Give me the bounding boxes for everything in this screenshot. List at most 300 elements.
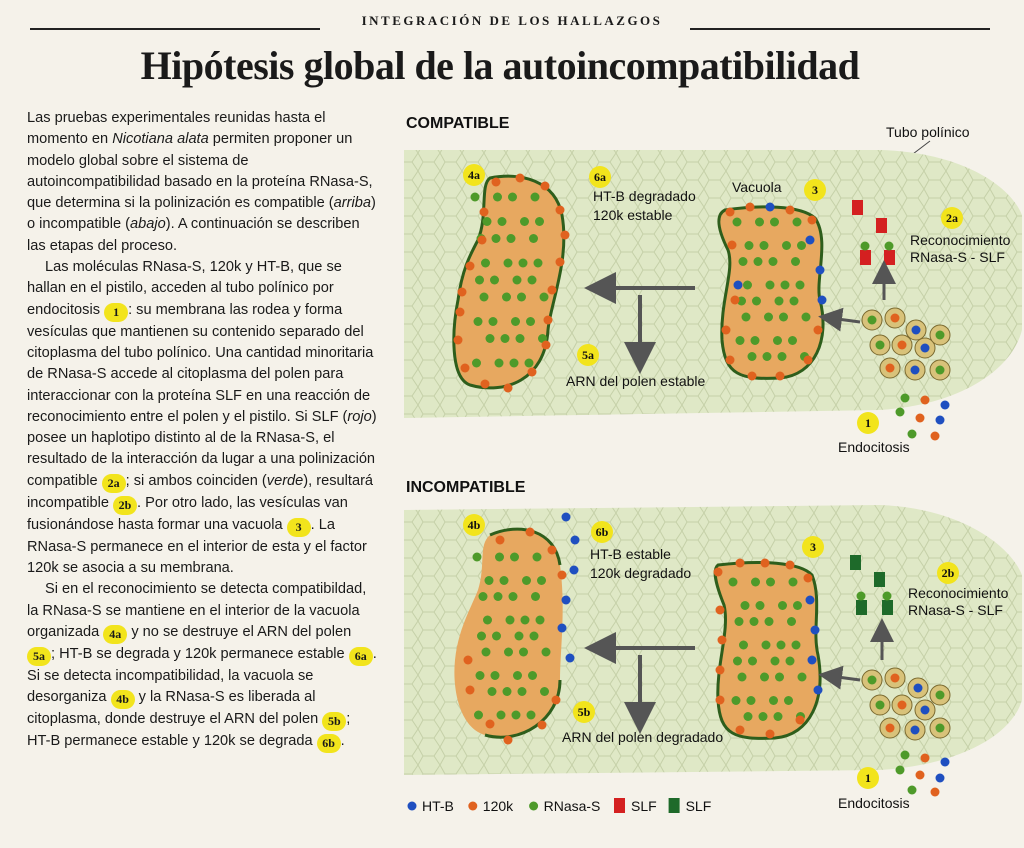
free-molecule — [916, 771, 925, 780]
vesicle-content — [914, 684, 923, 693]
label-6b-line1: HT-B estable — [590, 546, 671, 562]
marker-dot — [806, 596, 815, 605]
rnasa-dot — [476, 671, 485, 680]
free-molecule — [931, 788, 940, 797]
marker-dot — [504, 736, 513, 745]
marker-dot — [461, 364, 470, 373]
rnasa-dot — [786, 657, 795, 666]
compatible-heading: COMPATIBLE — [406, 115, 510, 132]
rnasa-dot — [763, 352, 772, 361]
svg-text:6a: 6a — [594, 170, 606, 184]
marker-dot — [516, 174, 525, 183]
rnasa-dot — [472, 359, 481, 368]
rnasa-dot — [506, 616, 515, 625]
free-molecule — [931, 432, 940, 441]
rnasa-dot — [519, 259, 528, 268]
badge-2b — [937, 562, 959, 584]
badge-3b — [802, 536, 824, 558]
step-badge: 4a — [103, 625, 127, 644]
marker-dot — [806, 236, 815, 245]
rnasa-dot — [522, 576, 531, 585]
rnasa-dot — [774, 712, 783, 721]
label-vacuola: Vacuola — [732, 179, 782, 195]
rnasa-dot — [754, 257, 763, 266]
vesicle-content — [911, 366, 920, 375]
rnasa-dot — [735, 617, 744, 626]
rnasa-dot — [765, 617, 774, 626]
vesicle-content — [898, 701, 907, 710]
marker-dot — [766, 203, 775, 212]
marker-dot — [722, 326, 731, 335]
marker-dot — [496, 536, 505, 545]
rnasa-dot — [525, 359, 534, 368]
marker-dot — [814, 686, 823, 695]
free-molecule — [896, 408, 905, 417]
badge-5a — [577, 344, 599, 366]
label-2b-line2: RNasa-S - SLF — [908, 602, 1003, 618]
marker-dot — [561, 231, 570, 240]
rnasa-dot — [729, 578, 738, 587]
marker-dot — [466, 262, 475, 271]
label-2a-line2: RNasa-S - SLF — [910, 249, 1005, 265]
marker-dot — [748, 372, 757, 381]
rnasa-dot — [497, 711, 506, 720]
rnasa-dot — [743, 281, 752, 290]
label-2a-line1: Reconocimiento — [910, 232, 1011, 248]
rnasa-dot — [521, 616, 530, 625]
free-molecule — [908, 786, 917, 795]
vesicle-content — [876, 701, 885, 710]
rnasa-dot — [760, 241, 769, 250]
rnasa-dot — [504, 648, 513, 657]
label-5b: ARN del polen degradado — [562, 729, 724, 745]
marker-dot — [528, 368, 537, 377]
rnasa-dot — [751, 336, 760, 345]
rnasa-dot — [492, 632, 501, 641]
rnasa-dot — [733, 218, 742, 227]
vesicle-content — [886, 724, 895, 733]
rnasa-bound — [883, 592, 892, 601]
marker-dot — [776, 372, 785, 381]
rnasa-dot — [792, 641, 801, 650]
rnasa-dot — [745, 241, 754, 250]
rnasa-dot — [769, 257, 778, 266]
rnasa-dot — [773, 336, 782, 345]
vesicle-content — [891, 674, 900, 683]
marker-dot — [716, 666, 725, 675]
marker-dot — [538, 721, 547, 730]
rnasa-dot — [474, 711, 483, 720]
slf-red-icon — [884, 250, 895, 265]
marker-dot — [571, 536, 580, 545]
rnasa-dot — [498, 217, 507, 226]
step-badge: 2a — [102, 474, 126, 493]
rnasa-dot — [474, 317, 483, 326]
marker-dot — [731, 296, 740, 305]
badge-6b — [591, 521, 613, 543]
rnasa-dot — [483, 217, 492, 226]
svg-text:1: 1 — [865, 771, 871, 785]
legend-label: SLF — [685, 798, 712, 814]
step-badge: 6a — [349, 647, 373, 666]
svg-text:3: 3 — [810, 540, 816, 554]
rnasa-dot — [793, 218, 802, 227]
marker-dot — [456, 308, 465, 317]
step-badge: 5b — [322, 712, 346, 731]
vacuole-3-compatible — [719, 207, 823, 378]
rnasa-dot — [471, 193, 480, 202]
vesicle-content — [936, 331, 945, 340]
rnasa-dot — [479, 592, 488, 601]
marker-dot — [811, 626, 820, 635]
vesicle-content — [868, 676, 877, 685]
rnasa-dot — [481, 259, 490, 268]
vesicle-content — [936, 724, 945, 733]
marker-dot — [466, 686, 475, 695]
marker-dot — [454, 336, 463, 345]
rnasa-dot — [528, 276, 537, 285]
rnasa-dot — [732, 696, 741, 705]
marker-dot — [718, 636, 727, 645]
rnasa-dot — [529, 234, 538, 243]
vesicle-content — [868, 316, 877, 325]
label-6b-line2: 120k degradado — [590, 565, 692, 581]
rnasa-dot — [537, 576, 546, 585]
rnasa-dot — [517, 293, 526, 302]
rnasa-dot — [495, 359, 504, 368]
rnasa-dot — [741, 601, 750, 610]
marker-dot — [562, 513, 571, 522]
marker-dot — [736, 559, 745, 568]
marker-dot — [558, 624, 567, 633]
rnasa-dot — [751, 578, 760, 587]
legend-swatch-square — [614, 798, 625, 813]
rnasa-dot — [489, 317, 498, 326]
rnasa-dot — [495, 553, 504, 562]
label-2b-line1: Reconocimiento — [908, 585, 1009, 601]
rnasa-dot — [788, 336, 797, 345]
marker-dot — [814, 326, 823, 335]
legend-swatch-dot — [529, 802, 538, 811]
marker-dot — [746, 203, 755, 212]
rnasa-dot — [733, 657, 742, 666]
rnasa-dot — [500, 576, 509, 585]
legend-label: 120k — [482, 798, 514, 814]
marker-dot — [478, 236, 487, 245]
rnasa-dot — [769, 696, 778, 705]
rnasa-dot — [492, 234, 501, 243]
svg-text:5b: 5b — [577, 705, 591, 719]
marker-dot — [726, 356, 735, 365]
rnasa-dot — [511, 317, 520, 326]
rnasa-dot — [759, 712, 768, 721]
rnasa-dot — [526, 317, 535, 326]
marker-dot — [566, 654, 575, 663]
rnasa-dot — [485, 576, 494, 585]
slf-green-icon — [856, 600, 867, 615]
rnasa-dot — [531, 592, 540, 601]
marker-dot — [464, 656, 473, 665]
label-5a: ARN del polen estable — [566, 373, 706, 389]
badge-3a — [804, 179, 826, 201]
rnasa-dot — [494, 592, 503, 601]
rnasa-dot — [782, 241, 791, 250]
section-kicker: INTEGRACIÓN DE LOS HALLAZGOS — [361, 13, 663, 28]
slf-red-icon — [860, 250, 871, 265]
marker-dot — [766, 730, 775, 739]
legend-swatch-square — [669, 798, 680, 813]
page-title: Hipótesis global de la autoincompatibilidad — [140, 43, 860, 88]
marker-dot — [786, 206, 795, 215]
paragraph-process: Las moléculas RNasa-S, 120k y HT-B, que se hallan en el pistilo, acceden al tubo polínico por endocitosis 1 : su membrana las rodea y forma vesículas que mantienen su contenido separado del citoplasma del tubo polínico. Una cantidad minoritaria de RNasa-S accede al citoplasma del polen para interaccionar con la proteína SLF en una reacción de reconocimiento entre el polen y el pistilo. Si SLF (rojo) posee un haplotipo distinto al de la RNasa-S, el resultado de la interacción da lugar a una polinización compatible 2a ; si ambos coinciden (verde), resultará incompatible 2b . Por otro lado, las vesículas van fusionándose hasta formar una vacuola 3 . La RNasa-S permanece en el interior de esta y el factor 120k se asocia a su membrana. — [27, 259, 377, 577]
rnasa-dot — [770, 218, 779, 227]
rnasa-dot — [781, 281, 790, 290]
free-molecule — [901, 394, 910, 403]
marker-dot — [716, 606, 725, 615]
rnasa-dot — [502, 293, 511, 302]
marker-dot — [786, 561, 795, 570]
rnasa-dot — [742, 313, 751, 322]
rnasa-dot — [518, 687, 527, 696]
legend-swatch-dot — [468, 802, 477, 811]
marker-dot — [726, 208, 735, 217]
rnasa-dot — [488, 687, 497, 696]
badge-1a — [857, 412, 879, 434]
rnasa-bound — [857, 592, 866, 601]
rnasa-dot — [748, 352, 757, 361]
badge-4b — [463, 514, 485, 536]
marker-dot — [552, 696, 561, 705]
rnasa-dot — [501, 334, 510, 343]
marker-dot — [542, 341, 551, 350]
step-badge: 3 — [287, 518, 311, 537]
rnasa-dot — [540, 293, 549, 302]
rnasa-dot — [752, 297, 761, 306]
rnasa-dot — [530, 632, 539, 641]
vesicle-content — [921, 706, 930, 715]
marker-dot — [808, 656, 817, 665]
rnasa-dot — [477, 632, 486, 641]
legend-swatch-dot — [408, 802, 417, 811]
rnasa-dot — [491, 671, 500, 680]
rnasa-dot — [744, 712, 753, 721]
marker-dot — [480, 208, 489, 217]
badge-4a — [463, 164, 485, 186]
rnasa-dot — [504, 259, 513, 268]
marker-dot — [736, 726, 745, 735]
rnasa-dot — [513, 671, 522, 680]
marker-dot — [716, 696, 725, 705]
vesicle-content — [876, 341, 885, 350]
rnasa-dot — [748, 657, 757, 666]
slf-red-icon — [876, 218, 887, 233]
rnasa-dot — [762, 641, 771, 650]
svg-text:3: 3 — [812, 183, 818, 197]
slf-green-icon — [850, 555, 861, 570]
vesicle-content — [936, 366, 945, 375]
rnasa-dot — [784, 696, 793, 705]
slf-green-icon — [882, 600, 893, 615]
legend-label: RNasa-S — [543, 798, 601, 814]
badge-2a — [941, 207, 963, 229]
marker-dot — [728, 241, 737, 250]
rnasa-dot — [520, 217, 529, 226]
label-6a-line2: 120k estable — [593, 207, 673, 223]
rnasa-bound — [861, 242, 870, 251]
vesicle-content — [891, 314, 900, 323]
free-molecule — [908, 430, 917, 439]
marker-dot — [761, 559, 770, 568]
free-molecule — [921, 396, 930, 405]
marker-dot — [714, 568, 723, 577]
rnasa-dot — [747, 696, 756, 705]
rnasa-dot — [736, 336, 745, 345]
badge-6a — [589, 166, 611, 188]
rnasa-dot — [528, 671, 537, 680]
rnasa-dot — [540, 687, 549, 696]
rnasa-dot — [516, 334, 525, 343]
free-molecule — [916, 414, 925, 423]
rnasa-bound — [885, 242, 894, 251]
marker-dot — [548, 286, 557, 295]
rnasa-dot — [510, 553, 519, 562]
rnasa-dot — [534, 259, 543, 268]
rnasa-dot — [482, 648, 491, 657]
svg-text:6b: 6b — [595, 525, 609, 539]
label-endocitosis-a: Endocitosis — [838, 439, 910, 455]
rnasa-dot — [486, 334, 495, 343]
free-molecule — [901, 751, 910, 760]
svg-text:1: 1 — [865, 416, 871, 430]
incompatible-heading: INCOMPATIBLE — [406, 479, 526, 496]
rnasa-dot — [766, 578, 775, 587]
rnasa-dot — [531, 193, 540, 202]
rnasa-dot — [775, 673, 784, 682]
rnasa-dot — [508, 193, 517, 202]
rnasa-dot — [789, 578, 798, 587]
step-badge: 5a — [27, 647, 51, 666]
legend — [408, 798, 712, 814]
free-molecule — [936, 416, 945, 425]
rnasa-dot — [739, 641, 748, 650]
rnasa-dot — [490, 276, 499, 285]
rnasa-dot — [798, 673, 807, 682]
marker-dot — [481, 380, 490, 389]
marker-dot — [816, 266, 825, 275]
rnasa-dot — [509, 592, 518, 601]
vesicle-content — [911, 726, 920, 735]
vacuole-3-incompatible — [715, 562, 820, 738]
rnasa-dot — [527, 711, 536, 720]
vesicle-content — [936, 691, 945, 700]
svg-text:5a: 5a — [582, 348, 594, 362]
marker-dot — [544, 316, 553, 325]
rnasa-dot — [483, 616, 492, 625]
free-molecule — [941, 758, 950, 767]
rnasa-dot — [738, 673, 747, 682]
rnasa-dot — [739, 257, 748, 266]
marker-dot — [558, 571, 567, 580]
rnasa-dot — [787, 617, 796, 626]
rnasa-dot — [755, 218, 764, 227]
vesicle-content — [921, 344, 930, 353]
marker-dot — [458, 288, 467, 297]
marker-dot — [808, 216, 817, 225]
svg-text:4b: 4b — [467, 518, 481, 532]
rnasa-dot — [778, 352, 787, 361]
vesicle-content — [898, 341, 907, 350]
marker-dot — [486, 720, 495, 729]
rnasa-dot — [536, 616, 545, 625]
rnasa-dot — [766, 281, 775, 290]
svg-text:2a: 2a — [946, 211, 958, 225]
rnasa-dot — [802, 313, 811, 322]
free-molecule — [936, 774, 945, 783]
rnasa-dot — [791, 257, 800, 266]
marker-dot — [818, 296, 827, 305]
rnasa-dot — [771, 657, 780, 666]
rnasa-dot — [473, 553, 482, 562]
rnasa-dot — [793, 601, 802, 610]
rnasa-dot — [764, 313, 773, 322]
slf-red-icon — [852, 200, 863, 215]
rnasa-dot — [480, 293, 489, 302]
free-molecule — [896, 766, 905, 775]
marker-dot — [562, 596, 571, 605]
rnasa-dot — [750, 617, 759, 626]
label-endocitosis-b: Endocitosis — [838, 795, 910, 811]
rnasa-dot — [533, 553, 542, 562]
free-molecule — [921, 754, 930, 763]
tube-label: Tubo polínico — [886, 124, 970, 140]
step-badge: 1 — [104, 303, 128, 322]
rnasa-dot — [507, 234, 516, 243]
vesicle-content — [912, 326, 921, 335]
rnasa-dot — [542, 648, 551, 657]
paragraph-intro: Las pruebas experimentales reunidas hasta el momento en Nicotiana alata permiten proponer un modelo global sobre el sistema de autoincompatibilidad basado en la proteína RNasa-S, que determina si la polinización es compatible (arriba) o incompatible (abajo). A continuación se describen las etapas del proceso. — [27, 110, 376, 254]
free-molecule — [941, 401, 950, 410]
legend-label: HT-B — [422, 798, 454, 814]
vesicle-content — [886, 364, 895, 373]
marker-dot — [492, 178, 501, 187]
rnasa-dot — [513, 276, 522, 285]
label-6a-line1: HT-B degradado — [593, 188, 696, 204]
marker-dot — [570, 566, 579, 575]
rnasa-dot — [535, 217, 544, 226]
rnasa-dot — [510, 359, 519, 368]
badge-5b — [573, 701, 595, 723]
legend-label: SLF — [631, 798, 657, 814]
svg-text:2b: 2b — [941, 566, 955, 580]
step-badge: 4b — [111, 690, 135, 709]
rnasa-dot — [503, 687, 512, 696]
marker-dot — [796, 716, 805, 725]
marker-dot — [804, 356, 813, 365]
rnasa-dot — [519, 648, 528, 657]
rnasa-dot — [790, 297, 799, 306]
marker-dot — [734, 281, 743, 290]
rnasa-dot — [475, 276, 484, 285]
rnasa-dot — [760, 673, 769, 682]
rnasa-dot — [779, 313, 788, 322]
marker-dot — [526, 528, 535, 537]
slf-green-icon — [874, 572, 885, 587]
marker-dot — [504, 384, 513, 393]
marker-dot — [556, 206, 565, 215]
marker-dot — [556, 258, 565, 267]
rnasa-dot — [797, 241, 806, 250]
rnasa-dot — [775, 297, 784, 306]
